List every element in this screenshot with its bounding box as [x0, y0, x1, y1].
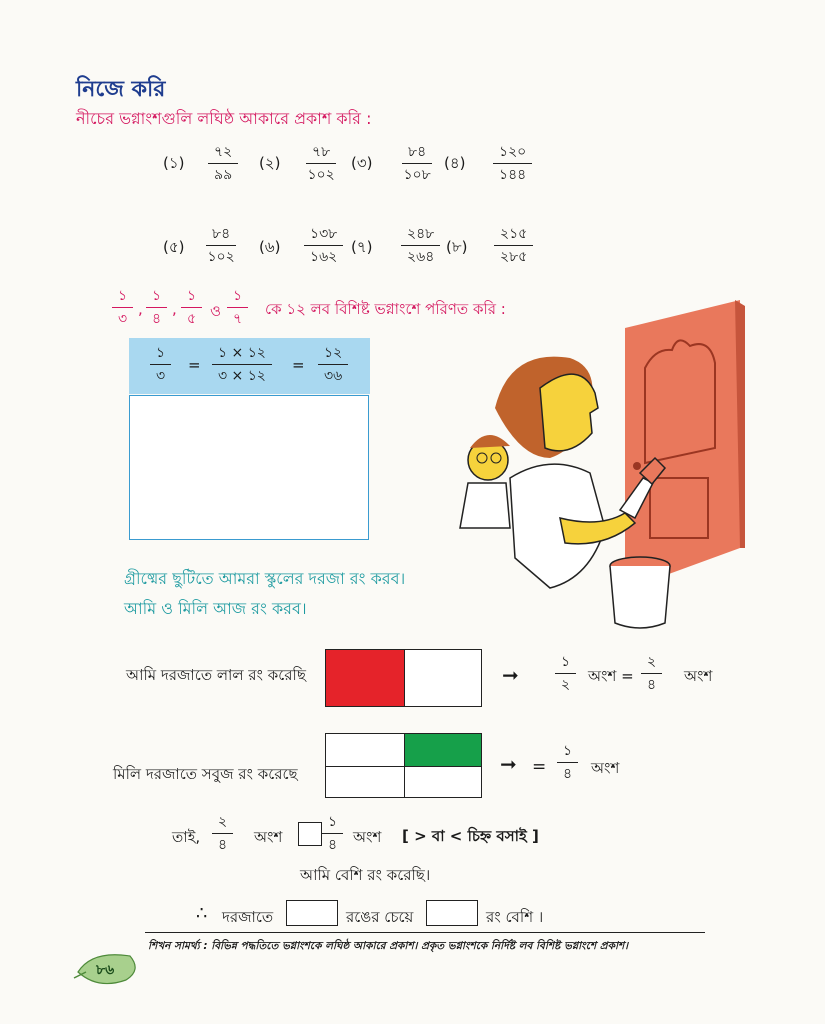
denominator: ২: [560, 677, 571, 693]
compare-so: তাই,: [172, 828, 201, 846]
fraction: [227, 289, 248, 326]
example-fraction-3: [318, 346, 348, 383]
story-line-2: আমি ও মিলি আজ রং করব।: [124, 599, 307, 618]
denominator: ৩ × ১২: [217, 368, 266, 384]
item-label: (২): [259, 154, 281, 172]
red-fraction-1: [555, 655, 576, 692]
denominator: ১০২: [207, 249, 235, 265]
learning-outcome: শিখন সামর্থ্য : বিভিন্ন পদ্ধতিতে ভগ্নাংশকে লঘিষ্ঠ আকারে প্রকাশ। প্রকৃত ভগ্নাংশকে নির্দিষ্ট লব বিশিষ্ট ভগ্নাংশে প্রকাশ।: [148, 940, 628, 952]
therefore-text-3: রং বেশি ।: [486, 908, 544, 926]
arrow-icon: ➞: [502, 663, 519, 687]
numerator: ২: [212, 815, 233, 834]
story-line-1: গ্রীষ্মের ছুটিতে আমরা স্কুলের দরজা রং করব।: [124, 569, 406, 588]
page-number: ৮৬: [96, 962, 115, 978]
green-door-diagram: [325, 733, 482, 798]
denominator: ৭: [232, 311, 243, 327]
numerator: ২: [641, 655, 662, 674]
answer-box-1[interactable]: [286, 900, 338, 926]
part-label: অংশ: [591, 759, 620, 777]
numerator: ১ × ১২: [212, 346, 272, 365]
denominator: ৪: [328, 837, 338, 853]
door-illustration: [625, 300, 745, 590]
numerator: ৮৪: [206, 227, 236, 246]
fraction: [304, 227, 343, 264]
denominator: ৪: [563, 766, 573, 782]
numerator: ১২: [318, 346, 348, 365]
divider: [326, 766, 481, 767]
separator: ,: [172, 300, 177, 318]
fraction: [402, 145, 432, 182]
answer-box[interactable]: [129, 395, 369, 540]
fraction: [146, 289, 167, 326]
therefore-text-2: রঙের চেয়ে: [346, 908, 414, 926]
red-painted-part: [326, 650, 404, 706]
conjunction: ও: [210, 302, 222, 320]
arrow-icon: ➞: [500, 752, 517, 776]
example-fraction-2: [212, 346, 272, 383]
footer-rule: [145, 932, 705, 933]
separator: ,: [138, 300, 143, 318]
fraction: [181, 289, 202, 326]
denominator: ২৮৫: [500, 249, 528, 265]
convert-text: কে ১২ লব বিশিষ্ট ভগ্নাংশে পরিণত করি :: [265, 300, 506, 318]
denominator: ৪: [152, 311, 162, 327]
numerator: ১: [146, 289, 167, 308]
compare-fraction-2: [322, 815, 343, 852]
fraction: [493, 145, 532, 182]
part-label: অংশ =: [588, 667, 634, 685]
more-paint-text: আমি বেশি রং করেছি।: [300, 866, 431, 884]
answer-box-2[interactable]: [426, 900, 478, 926]
numerator: ১: [555, 655, 576, 674]
numerator: ১: [181, 289, 202, 308]
item-label: (৫): [163, 238, 185, 256]
denominator: ৯৯: [214, 167, 233, 183]
hint-text: [ > বা < চিহ্ন বসাই ]: [402, 827, 539, 845]
part-label: অংশ: [353, 828, 382, 846]
denominator: ৫: [187, 311, 197, 327]
numerator: ১: [112, 289, 133, 308]
numerator: ১: [227, 289, 248, 308]
child-illustration: [460, 435, 510, 528]
green-fraction: [557, 744, 578, 781]
green-row-text: মিলি দরজাতে সবুজ রং করেছে: [113, 765, 298, 783]
equals-sign: =: [188, 356, 201, 374]
fraction: [401, 227, 440, 264]
equals-sign: =: [532, 757, 547, 777]
denominator: ১০২: [307, 167, 335, 183]
numerator: ৭২: [208, 145, 238, 164]
item-label: (৩): [351, 154, 373, 172]
bucket-illustration: [610, 557, 670, 628]
example-fraction-1: [150, 346, 171, 383]
item-label: (১): [163, 154, 185, 172]
therefore-text-1: দরজাতে: [222, 908, 274, 926]
numerator: ৭৮: [306, 145, 336, 164]
fraction: [494, 227, 533, 264]
denominator: ৩: [155, 368, 166, 384]
compare-fraction-1: [212, 815, 233, 852]
numerator: ১: [322, 815, 343, 834]
green-painted-part: [404, 734, 482, 766]
denominator: ১৬২: [309, 249, 338, 265]
item-label: (৭): [351, 238, 373, 256]
red-door-diagram: [325, 649, 482, 707]
fraction: [208, 145, 238, 182]
fraction: [112, 289, 133, 326]
denominator: ৪: [647, 677, 657, 693]
numerator: ৮৪: [402, 145, 432, 164]
denominator: ১৪৪: [499, 167, 527, 183]
divider: [404, 650, 405, 706]
denominator: ৪: [218, 837, 228, 853]
denominator: ১০৮: [403, 167, 431, 183]
comparison-sign-box[interactable]: [298, 822, 322, 846]
therefore-icon: ∴: [196, 903, 208, 924]
fraction: [306, 145, 336, 182]
numerator: ১: [557, 744, 578, 763]
equals-sign: =: [292, 356, 305, 374]
denominator: ৩৬: [323, 368, 343, 384]
item-label: (৪): [444, 154, 466, 172]
denominator: ২৬৪: [406, 249, 435, 265]
item-label: (৬): [259, 238, 281, 256]
numerator: ২১৫: [494, 227, 533, 246]
numerator: ১২০: [493, 145, 532, 164]
red-row-text: আমি দরজাতে লাল রং করেছি: [126, 666, 306, 684]
part-label: অংশ: [684, 667, 713, 685]
part-label: অংশ: [254, 828, 283, 846]
instruction: নীচের ভগ্নাংশগুলি লঘিষ্ঠ আকারে প্রকাশ করি :: [76, 109, 372, 128]
numerator: ২৪৮: [401, 227, 440, 246]
fraction: [206, 227, 236, 264]
numerator: ১: [150, 346, 171, 365]
red-fraction-2: [641, 655, 662, 692]
page-title: নিজে করি: [76, 77, 166, 102]
denominator: ৩: [117, 311, 128, 327]
painting-illustration: [440, 298, 750, 638]
numerator: ১৩৮: [304, 227, 343, 246]
item-label: (৮): [446, 238, 468, 256]
